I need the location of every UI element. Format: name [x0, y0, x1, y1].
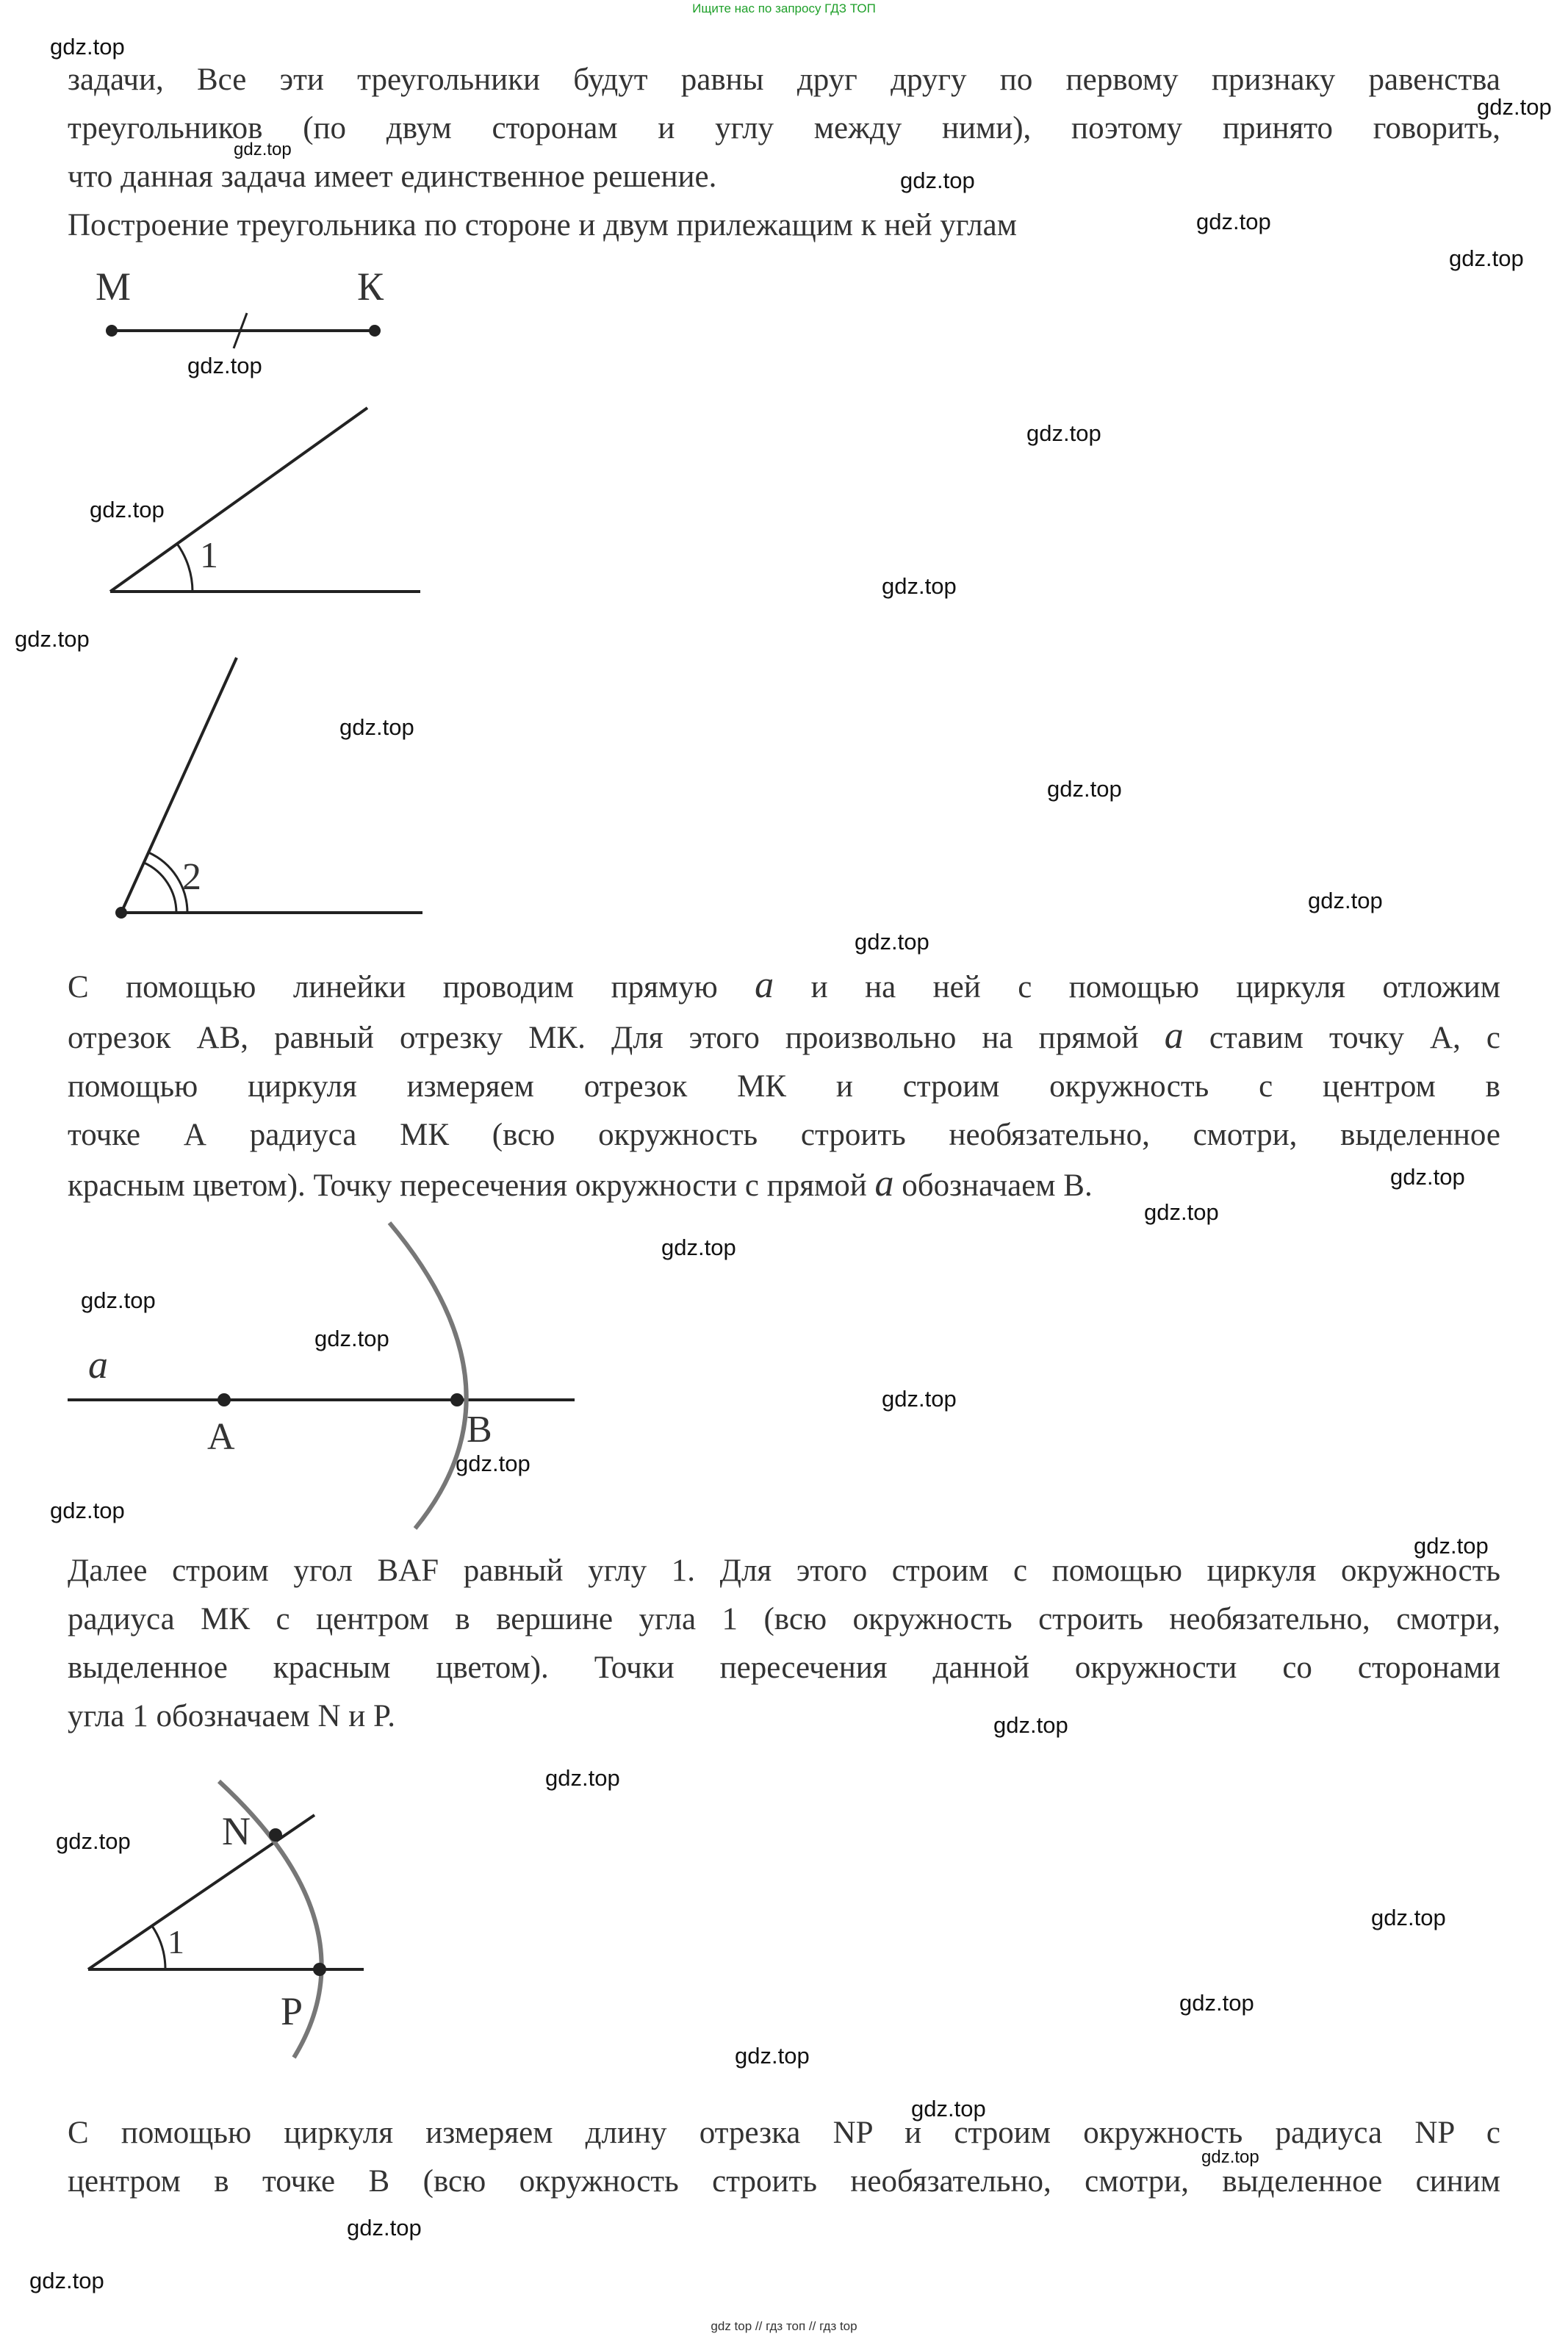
angle-1-figure [0, 397, 514, 617]
paragraph-2 [68, 961, 1500, 1210]
line-a-symbol: a [874, 1163, 894, 1204]
watermark: gdz.top [1201, 2147, 1259, 2167]
label-k: К [357, 265, 384, 309]
compass-arc [389, 1223, 467, 1528]
text-line: что данная задача имеет единственное решение. [68, 159, 717, 194]
point-m [106, 325, 118, 337]
text-segment: ставим точку А, с [1209, 1021, 1501, 1055]
watermark: gdz.top [29, 2268, 104, 2293]
watermark: gdz.top [900, 168, 975, 193]
text-line: задачи, Все эти треугольники будут равны друг другу по первому признаку равенства [68, 62, 1500, 97]
line-a-figure [0, 1212, 625, 1536]
watermark: gdz.top [882, 573, 957, 599]
watermark: gdz.top [187, 353, 262, 378]
point-a-label: A [207, 1416, 235, 1458]
point-p [313, 1963, 326, 1976]
text-line: точке А радиуса МК (всю окружность строить необязательно, смотри, выделенное [68, 1118, 1500, 1152]
watermark: gdz.top [1144, 1199, 1219, 1225]
watermark: gdz.top [339, 714, 414, 740]
text-line [68, 1012, 1500, 1063]
text-line: радиуса МК с центром в вершине угла 1 (всю окружность строить необязательно, смотри, [68, 1602, 1500, 1636]
watermark: gdz.top [81, 1287, 156, 1313]
watermark: gdz.top [1196, 209, 1271, 234]
point-a [217, 1393, 231, 1406]
label-m: М [96, 265, 132, 309]
watermark: gdz.top [545, 1765, 620, 1791]
segment-mk-figure [0, 250, 514, 360]
paragraph-3 [68, 1547, 1500, 1741]
watermark: gdz.top [1371, 1905, 1446, 1930]
paragraph-4 [68, 2109, 1500, 2206]
text-segment: красным цветом). Точку пересечения окружности с прямой [68, 1168, 867, 1203]
watermark: gdz.top [1449, 245, 1524, 271]
watermark: gdz.top [855, 929, 929, 955]
watermark: gdz.top [456, 1451, 531, 1476]
angle-np-figure [0, 1764, 514, 2072]
watermark: gdz.top [50, 1498, 125, 1523]
text-segment: обозначаем В. [902, 1168, 1093, 1203]
watermark: gdz.top [314, 1326, 389, 1351]
watermark: gdz.top [1414, 1533, 1489, 1559]
watermark: gdz.top [56, 1828, 131, 1854]
angle-arc [152, 1926, 165, 1969]
text-line: Далее строим угол BAF равный углу 1. Для этого строим с помощью циркуля окружность [68, 1553, 1500, 1588]
line-a-label: a [88, 1343, 108, 1387]
text-segment: С помощью линейки проводим прямую [68, 970, 718, 1005]
text-segment: и на ней с помощью циркуля отложим [810, 970, 1500, 1005]
point-n [269, 1828, 282, 1842]
angle-vertex [115, 907, 127, 919]
text-line [68, 1160, 1500, 1210]
text-line: треугольников (по двум сторонам и углу между ними), поэтому принято говорить, [68, 111, 1500, 145]
text-line [68, 961, 1500, 1012]
watermark: gdz.top [661, 1235, 736, 1260]
point-n-label: N [222, 1809, 251, 1853]
watermark: gdz.top [50, 34, 125, 60]
watermark: gdz.top [1026, 420, 1101, 446]
watermark: gdz.top [90, 497, 165, 522]
text-line: центром в точке В (всю окружность строить необязательно, смотри, выделенное синим [68, 2164, 1500, 2199]
watermark: gdz.top [993, 1712, 1068, 1738]
watermark: gdz.top [1308, 888, 1383, 913]
watermark: gdz.top [15, 626, 90, 652]
watermark: gdz.top [1390, 1164, 1465, 1190]
watermark: gdz.top [1179, 1990, 1254, 2016]
point-p-label: P [281, 1989, 303, 2033]
angle-ray-top [121, 658, 237, 913]
point-b [450, 1393, 464, 1406]
watermark: gdz.top [1047, 776, 1122, 802]
top-banner[interactable]: Ищите нас по запросу ГДЗ ТОП [692, 1, 876, 15]
text-segment: отрезок АВ, равный отрезку МК. Для этого произвольно на прямой [68, 1021, 1139, 1055]
angle-label-1: 1 [200, 534, 218, 575]
angle-label-1: 1 [168, 1923, 184, 1961]
point-b-label: B [467, 1409, 492, 1451]
watermark: gdz.top [911, 2096, 986, 2121]
footer-links[interactable]: gdz top // гдз топ // гдз top [711, 2319, 857, 2333]
watermark: gdz.top [882, 1386, 957, 1412]
section-heading: Построение треугольника по стороне и двум прилежащим к ней углам [68, 208, 1017, 242]
text-line: С помощью циркуля измеряем длину отрезка NP и строим окружность радиуса NP с [68, 2116, 1500, 2150]
angle-label-2: 2 [182, 856, 201, 898]
watermark: gdz.top [347, 2215, 422, 2241]
watermark: gdz.top [735, 2043, 810, 2069]
line-a-symbol: a [1164, 1015, 1184, 1057]
line-a-symbol: a [755, 964, 774, 1006]
watermark: gdz.top [234, 140, 292, 159]
text-line: выделенное красным цветом). Точки пересечения данной окружности со сторонами [68, 1650, 1500, 1685]
text-line: помощью циркуля измеряем отрезок МК и строим окружность с центром в [68, 1069, 1500, 1104]
angle-2-figure [0, 647, 514, 926]
text-line: угла 1 обозначаем N и P. [68, 1699, 395, 1733]
angle-arc [177, 544, 193, 592]
point-k [369, 325, 381, 337]
watermark: gdz.top [1477, 94, 1552, 120]
